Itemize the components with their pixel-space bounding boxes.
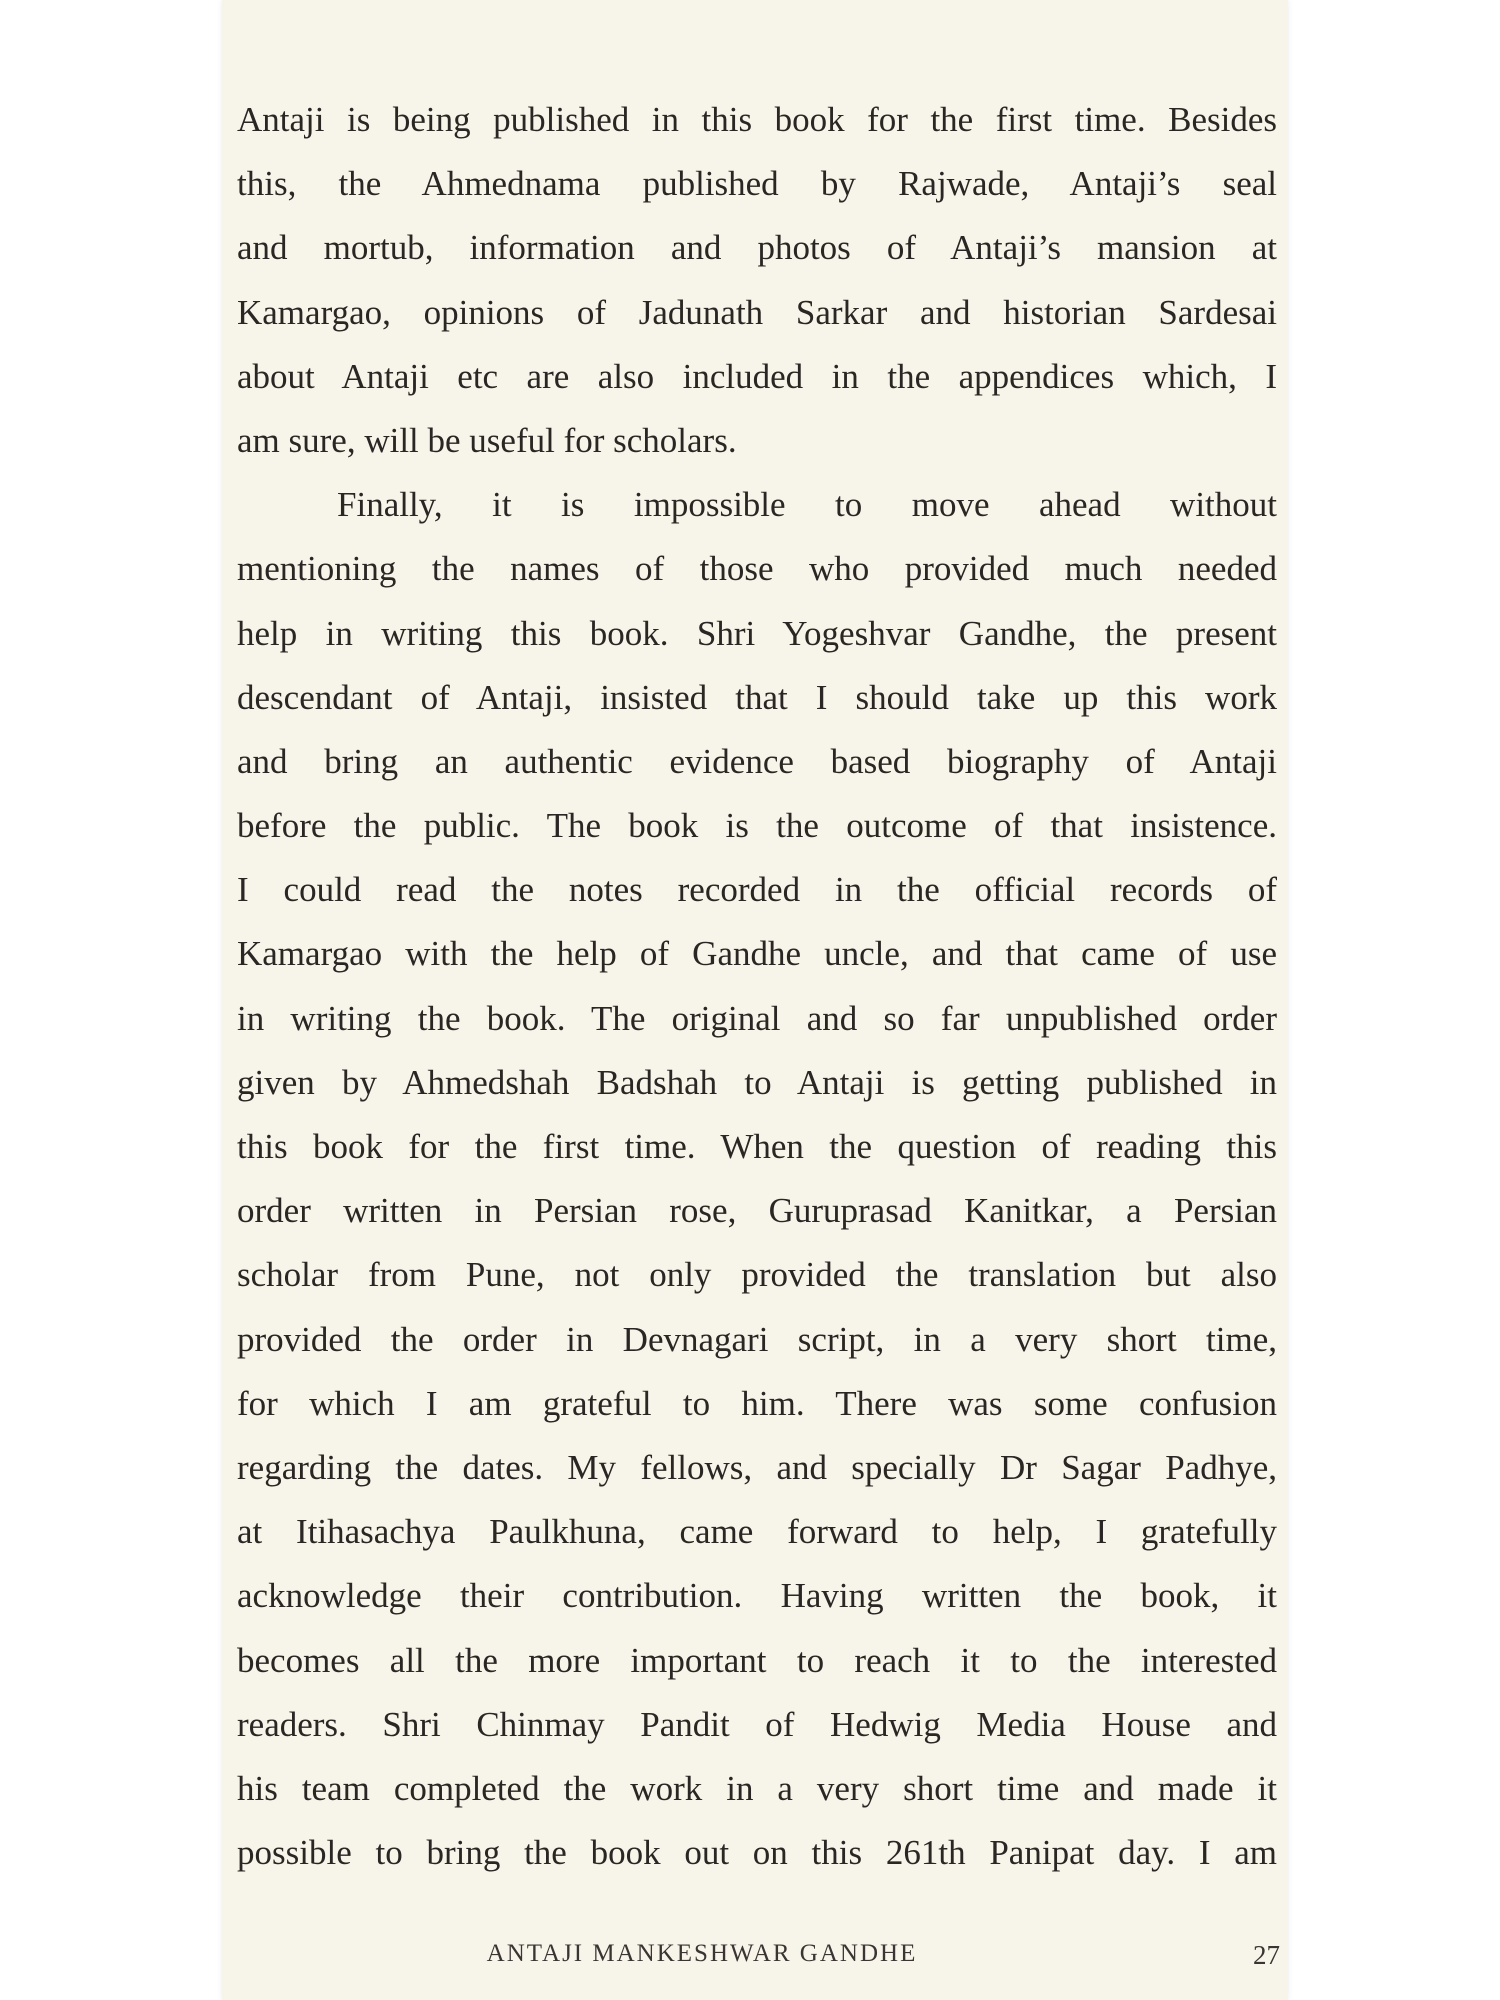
book-page — [222, 0, 1288, 2000]
text-line: and bring an authentic evidence based biography of Antaji — [237, 741, 1277, 781]
text-line: before the public. The book is the outcome of that insistence. — [237, 806, 1277, 846]
text-line: and mortub, information and photos of Antaji’s mansion at — [237, 228, 1277, 268]
text-line: am sure, will be useful for scholars. — [237, 420, 737, 460]
text-line: this, the Ahmednama published by Rajwade, Antaji’s seal — [237, 164, 1277, 204]
text-line: in writing the book. The original and so far unpublished order — [237, 998, 1277, 1038]
text-line: help in writing this book. Shri Yogeshvar Gandhe, the present — [237, 613, 1277, 653]
text-line: Kamargao, opinions of Jadunath Sarkar and historian Sardesai — [237, 292, 1277, 332]
text-line: possible to bring the book out on this 261th Panipat day. I am — [237, 1833, 1277, 1873]
body-text — [237, 88, 1277, 1885]
text-line: Kamargao with the help of Gandhe uncle, and that came of use — [237, 934, 1277, 974]
text-line: this book for the first time. When the question of reading this — [237, 1127, 1277, 1166]
text-line: becomes all the more important to reach it to the interested — [237, 1640, 1277, 1680]
text-line: I could read the notes recorded in the official records of — [237, 870, 1277, 910]
text-line: about Antaji etc are also included in the appendices which, I — [237, 356, 1277, 396]
text-line: descendant of Antaji, insisted that I should take up this work — [237, 677, 1277, 717]
text-line: Antaji is being published in this book for the first time. Besides — [237, 100, 1277, 139]
text-line: provided the order in Devnagari script, in a very short time, — [237, 1319, 1277, 1359]
text-line: given by Ahmedshah Badshah to Antaji is getting published in — [237, 1062, 1277, 1102]
running-footer-title: ANTAJI MANKESHWAR GANDHE — [486, 1940, 918, 1967]
text-line: acknowledge their contribution. Having written the book, it — [237, 1576, 1277, 1616]
text-line: scholar from Pune, not only provided the translation but also — [237, 1255, 1277, 1295]
text-line: mentioning the names of those who provided much needed — [237, 549, 1277, 589]
text-line: for which I am grateful to him. There was some confusion — [237, 1383, 1277, 1423]
text-line: Finally, it is impossible to move ahead without — [337, 485, 1277, 525]
text-line: at Itihasachya Paulkhuna, came forward to help, I gratefully — [237, 1512, 1277, 1552]
text-line: his team completed the work in a very short time and made it — [237, 1768, 1277, 1808]
page-number: 27 — [1253, 1940, 1280, 1970]
text-line: readers. Shri Chinmay Pandit of Hedwig Media House and — [237, 1704, 1277, 1744]
text-line: regarding the dates. My fellows, and specially Dr Sagar Padhye, — [237, 1447, 1277, 1487]
text-line: order written in Persian rose, Guruprasad Kanitkar, a Persian — [237, 1191, 1277, 1231]
